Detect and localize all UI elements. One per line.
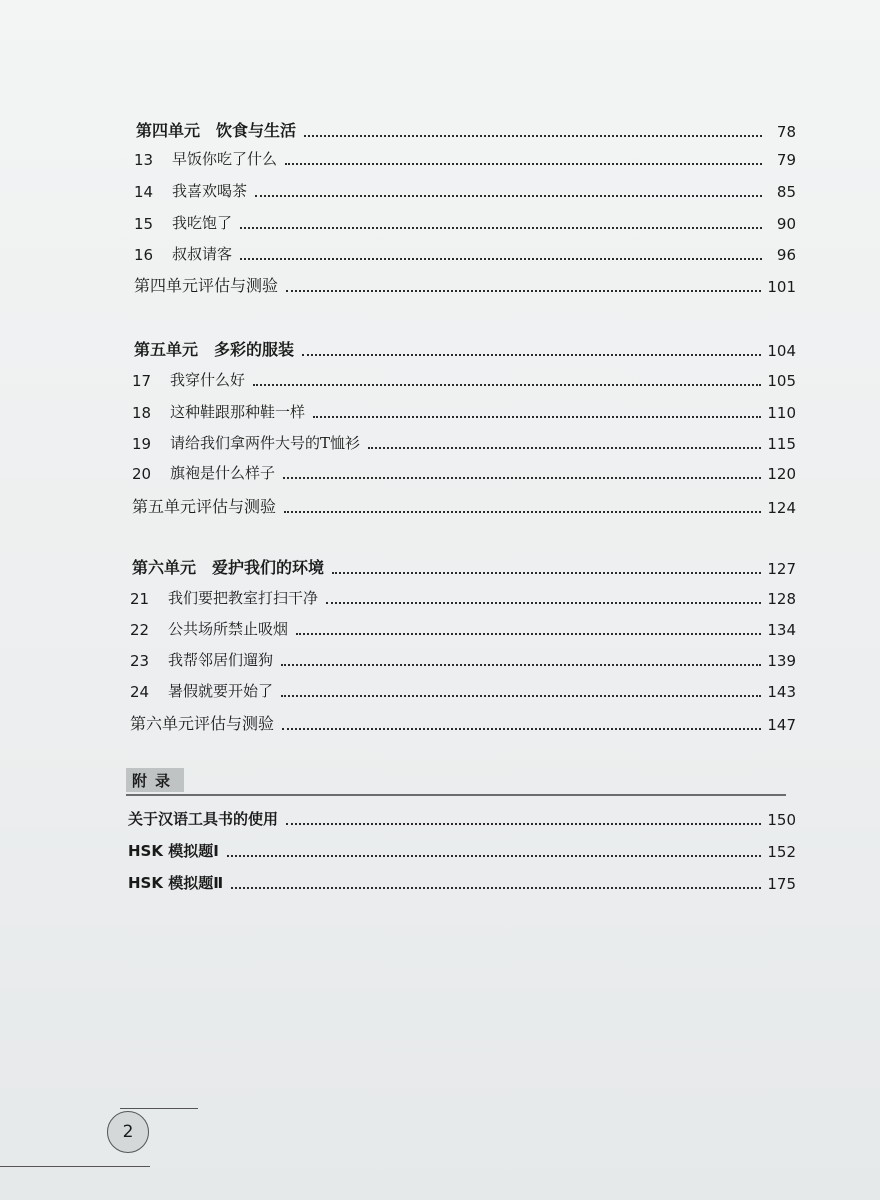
lesson-title: 我喜欢喝茶: [172, 182, 248, 200]
unit-title: 第五单元 多彩的服装: [134, 340, 295, 359]
page-number: 115: [767, 435, 796, 453]
lesson-20-entry: [132, 462, 796, 483]
lesson-18-entry: [132, 401, 796, 422]
page-number: 96: [776, 246, 796, 264]
lesson-number: 22: [130, 621, 150, 639]
dot-leader: [282, 728, 761, 730]
lesson-title: 暑假就要开始了: [168, 682, 274, 700]
unit-4-assessment-entry: [134, 273, 796, 296]
unit-5-entry: [134, 337, 796, 360]
appendix-item-dictionaries: [128, 808, 796, 829]
lesson-number: 18: [132, 404, 152, 422]
appendix-item-title: HSK 模拟题Ⅱ: [128, 874, 224, 892]
lesson-16-entry: [134, 243, 796, 264]
page-number: 78: [776, 123, 796, 141]
lesson-number: 24: [130, 683, 150, 701]
dot-leader: [231, 887, 761, 889]
unit-6-assessment-entry: [130, 711, 796, 734]
appendix-item-hsk-1: [128, 840, 796, 861]
dot-leader: [304, 135, 762, 137]
lesson-15-entry: [134, 212, 796, 233]
lesson-title: 这种鞋跟那种鞋一样: [170, 403, 306, 421]
lesson-title: 我吃饱了: [172, 214, 233, 232]
page-number: 90: [776, 215, 796, 233]
dot-leader: [253, 384, 761, 386]
page-number: 110: [767, 404, 796, 422]
page-number: 150: [767, 811, 796, 829]
dot-leader: [332, 572, 761, 574]
lesson-19-entry: [132, 432, 796, 453]
page-number: 175: [767, 875, 796, 893]
lesson-number: 23: [130, 652, 150, 670]
page-number: 128: [767, 590, 796, 608]
assessment-title: 第四单元评估与测验: [134, 276, 279, 295]
appendix-heading: 附录: [126, 768, 184, 792]
lesson-24-entry: [130, 680, 796, 701]
lesson-23-entry: [130, 649, 796, 670]
page-number: 127: [767, 560, 796, 578]
lesson-number: 21: [130, 590, 150, 608]
lesson-number: 14: [134, 183, 154, 201]
appendix-item-title: 关于汉语工具书的使用: [128, 810, 279, 828]
page-number: 79: [776, 151, 796, 169]
dot-leader: [296, 633, 761, 635]
dot-leader: [286, 823, 761, 825]
lesson-title: 旗袍是什么样子: [170, 464, 276, 482]
page-number: 120: [767, 465, 796, 483]
footer-rule: [120, 1108, 198, 1109]
appendix-item-title: HSK 模拟题Ⅰ: [128, 842, 219, 860]
dot-leader: [283, 477, 761, 479]
unit-title: 第四单元 饮食与生活: [136, 121, 297, 140]
page-number: 147: [767, 716, 796, 734]
lesson-17-entry: [132, 369, 796, 390]
lesson-22-entry: [130, 618, 796, 639]
dot-leader: [286, 290, 761, 292]
dot-leader: [313, 416, 761, 418]
appendix-item-hsk-2: [128, 872, 796, 893]
lesson-number: 17: [132, 372, 152, 390]
unit-6-entry: [132, 555, 796, 578]
lesson-13-entry: [134, 148, 796, 169]
page-number: 101: [767, 278, 796, 296]
lesson-title: 公共场所禁止吸烟: [168, 620, 289, 638]
assessment-title: 第六单元评估与测验: [130, 714, 275, 733]
page-number: 152: [767, 843, 796, 861]
dot-leader: [281, 695, 761, 697]
page-number: 85: [776, 183, 796, 201]
lesson-title: 我们要把教室打扫干净: [168, 589, 319, 607]
lesson-number: 13: [134, 151, 154, 169]
dot-leader: [240, 258, 762, 260]
page-number: 104: [767, 342, 796, 360]
lesson-number: 16: [134, 246, 154, 264]
page-number: 134: [767, 621, 796, 639]
page-number-badge: 2: [107, 1111, 149, 1153]
unit-5-assessment-entry: [132, 494, 796, 517]
page-number: 143: [767, 683, 796, 701]
lesson-title: 早饭你吃了什么: [172, 150, 278, 168]
lesson-21-entry: [130, 587, 796, 608]
lesson-number: 20: [132, 465, 152, 483]
lesson-14-entry: [134, 180, 796, 201]
dot-leader: [227, 855, 762, 857]
lesson-number: 15: [134, 215, 154, 233]
dot-leader: [302, 354, 761, 356]
unit-title: 第六单元 爱护我们的环境: [132, 558, 325, 577]
dot-leader: [284, 511, 761, 513]
footer-line: [0, 1166, 150, 1167]
dot-leader: [281, 664, 761, 666]
dot-leader: [326, 602, 761, 604]
appendix-divider: [126, 794, 786, 796]
dot-leader: [240, 227, 762, 229]
page-number: 139: [767, 652, 796, 670]
dot-leader: [255, 195, 762, 197]
lesson-title: 请给我们拿两件大号的T恤衫: [170, 434, 361, 452]
unit-4-entry: [136, 118, 796, 141]
page-number: 105: [767, 372, 796, 390]
dot-leader: [368, 447, 761, 449]
lesson-title: 我帮邻居们遛狗: [168, 651, 274, 669]
assessment-title: 第五单元评估与测验: [132, 497, 277, 516]
page-number: 124: [767, 499, 796, 517]
lesson-title: 我穿什么好: [170, 371, 246, 389]
dot-leader: [285, 163, 762, 165]
lesson-number: 19: [132, 435, 152, 453]
lesson-title: 叔叔请客: [172, 245, 233, 263]
